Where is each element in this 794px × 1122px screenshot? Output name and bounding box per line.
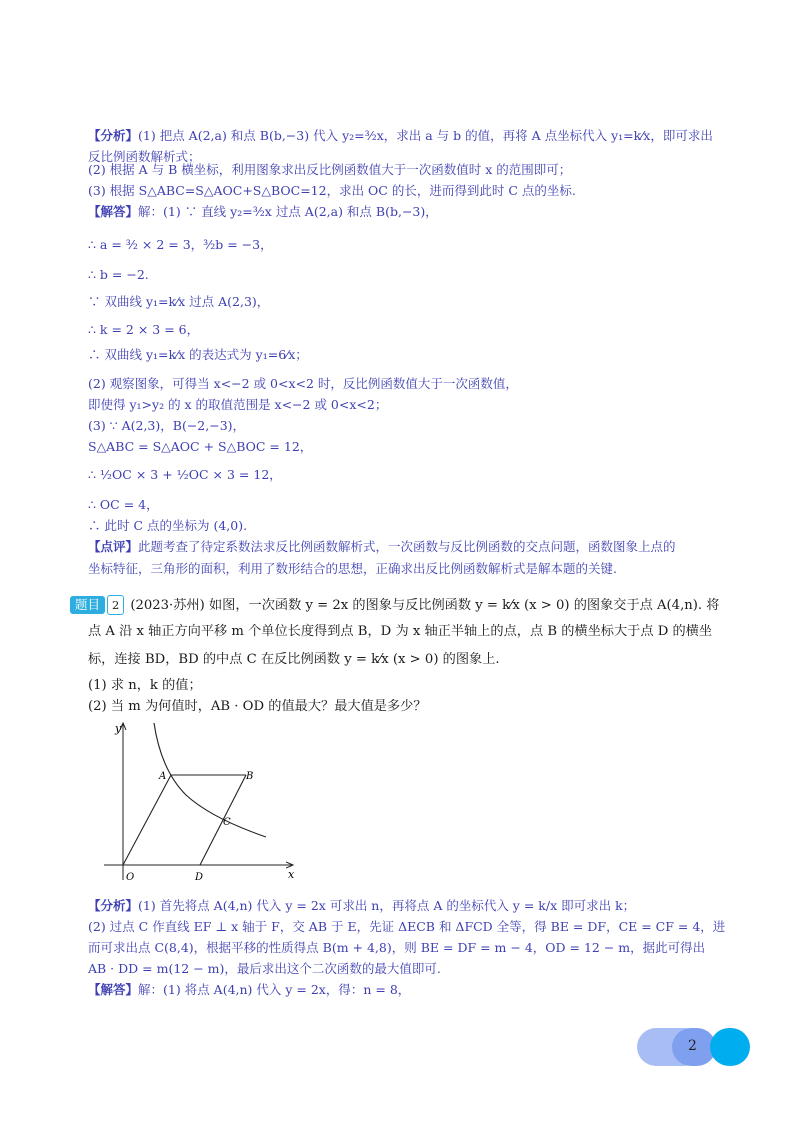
- label-O: O: [126, 872, 135, 883]
- solution-1-line-4: ∵ 双曲线 y₁=k⁄x 过点 A(2,3)，: [88, 294, 270, 309]
- question-2-line-3: 标，连接 BD，BD 的中点 C 在反比例函数 y = k⁄x (x > 0) 的图象上.: [88, 652, 500, 667]
- question-2-sub-2: (2) 当 m 为何值时，AB · OD 的值最大？最大值是多少？: [88, 699, 427, 714]
- solution-2-line-1: 【解答】解：(1) 将点 A(4,n) 代入 y = 2x，得：n = 8，: [88, 982, 411, 997]
- question-tag: 题目: [70, 596, 105, 614]
- analysis-tag: 【分析】: [88, 128, 139, 143]
- page-number: 2: [688, 1038, 697, 1054]
- analysis-2-line-3: 而可求出点 C(8,4)，根据平移的性质得点 B(m + 4,8)，则 BE = DF = m − 4，OD = 12 − m，据此可得出: [88, 940, 706, 955]
- coordinate-figure: [96, 715, 306, 890]
- analysis-1-line-4: (3) 根据 S△ABC=S△AOC+S△BOC=12，求出 OC 的长，进而得到此时 C 点的坐标.: [88, 183, 576, 198]
- analysis-2-line-2: (2) 过点 C 作直线 EF ⊥ x 轴于 F，交 AB 于 E，先证 ΔECB 和 ΔFCD 全等，得 BE = DF，CE = CF = 4，进: [88, 919, 726, 934]
- analysis-1-line-3: (2) 根据 A 与 B 横坐标，利用图象求出反比例函数值大于一次函数值时 x 的范围即可；: [88, 162, 572, 177]
- solution-1-line-7: (2) 观察图象，可得当 x<−2 或 0<x<2 时，反比例函数值大于一次函数值，: [88, 376, 518, 391]
- label-x: x: [288, 868, 295, 881]
- solution-1-line-6: ∴ 双曲线 y₁=k⁄x 的表达式为 y₁=6⁄x；: [88, 347, 308, 362]
- solution-1-line-11: ∴ ½OC × 3 + ½OC × 3 = 12，: [88, 467, 282, 482]
- solution-tag: 【解答】: [88, 204, 139, 219]
- solution-1-line-10: S△ABC = S△AOC + S△BOC = 12，: [88, 439, 313, 454]
- solution-1-line-3: ∴ b = −2.: [88, 267, 149, 282]
- label-C: C: [223, 817, 231, 828]
- analysis-2-line-4: AB · DD = m(12 − m)，最后求出这个二次函数的最大值即可.: [88, 961, 441, 976]
- label-D: D: [195, 872, 204, 883]
- solution-1-line-13: ∴ 此时 C 点的坐标为 (4,0).: [88, 518, 248, 533]
- solution-1-line-1: 【解答】解：(1) ∵ 直线 y₂=³⁄₂x 过点 A(2,a) 和点 B(b,−3)，: [88, 204, 438, 219]
- solution-tag-2: 【解答】: [88, 982, 139, 997]
- solution-1-line-2: ∴ a = ³⁄₂ × 2 = 3，³⁄₂b = −3，: [88, 237, 273, 252]
- label-A: A: [159, 771, 167, 782]
- solution-1-line-12: ∴ OC = 4，: [88, 497, 159, 512]
- solution-1-line-8: 即使得 y₁>y₂ 的 x 的取值范围是 x<−2 或 0<x<2；: [88, 397, 388, 412]
- comment-1-line-1: 【点评】此题考查了待定系数法求反比例函数解析式，一次函数与反比例函数的交点问题，函数图象上点的: [88, 539, 676, 554]
- question-2-line-2: 点 A 沿 x 轴正方向平移 m 个单位长度得到点 B，D 为 x 轴正半轴上的点，点 B 的横坐标大于点 D 的横坐: [88, 624, 713, 639]
- analysis-2-line-1: 【分析】(1) 首先将点 A(4,n) 代入 y = 2x 可求出 n，再将点 A 的坐标代入 y = k/x 即可求出 k；: [88, 898, 636, 913]
- comment-tag: 【点评】: [88, 539, 139, 554]
- page-pill-accent: [710, 1028, 750, 1066]
- solution-1-line-9: (3) ∵ A(2,3)，B(−2,−3)，: [88, 418, 246, 433]
- analysis-1-line-1: 【分析】(1) 把点 A(2,a) 和点 B(b,−3) 代入 y₂=³⁄₂x，求出 a 与 b 的值，再将 A 点坐标代入 y₁=k⁄x，即可求出: [88, 128, 713, 143]
- analysis-tag-2: 【分析】: [88, 898, 139, 913]
- question-number: 2: [107, 595, 124, 615]
- label-y: y: [115, 722, 122, 735]
- analysis-1-line-2: 反比例函数解析式；: [88, 149, 201, 164]
- question-2-line-1: 题目 2 (2023·苏州) 如图，一次函数 y = 2x 的图象与反比例函数 y = k⁄x (x > 0) 的图象交于点 A(4,n). 将: [70, 595, 719, 615]
- question-2-sub-1: (1) 求 n，k 的值；: [88, 678, 202, 693]
- solution-1-line-5: ∴ k = 2 × 3 = 6，: [88, 322, 200, 337]
- label-B: B: [246, 771, 254, 782]
- line-OA: [123, 775, 171, 865]
- comment-1-line-2: 坐标特征，三角形的面积，利用了数形结合的思想，正确求出反比例函数解析式是解本题的关键.: [88, 561, 617, 576]
